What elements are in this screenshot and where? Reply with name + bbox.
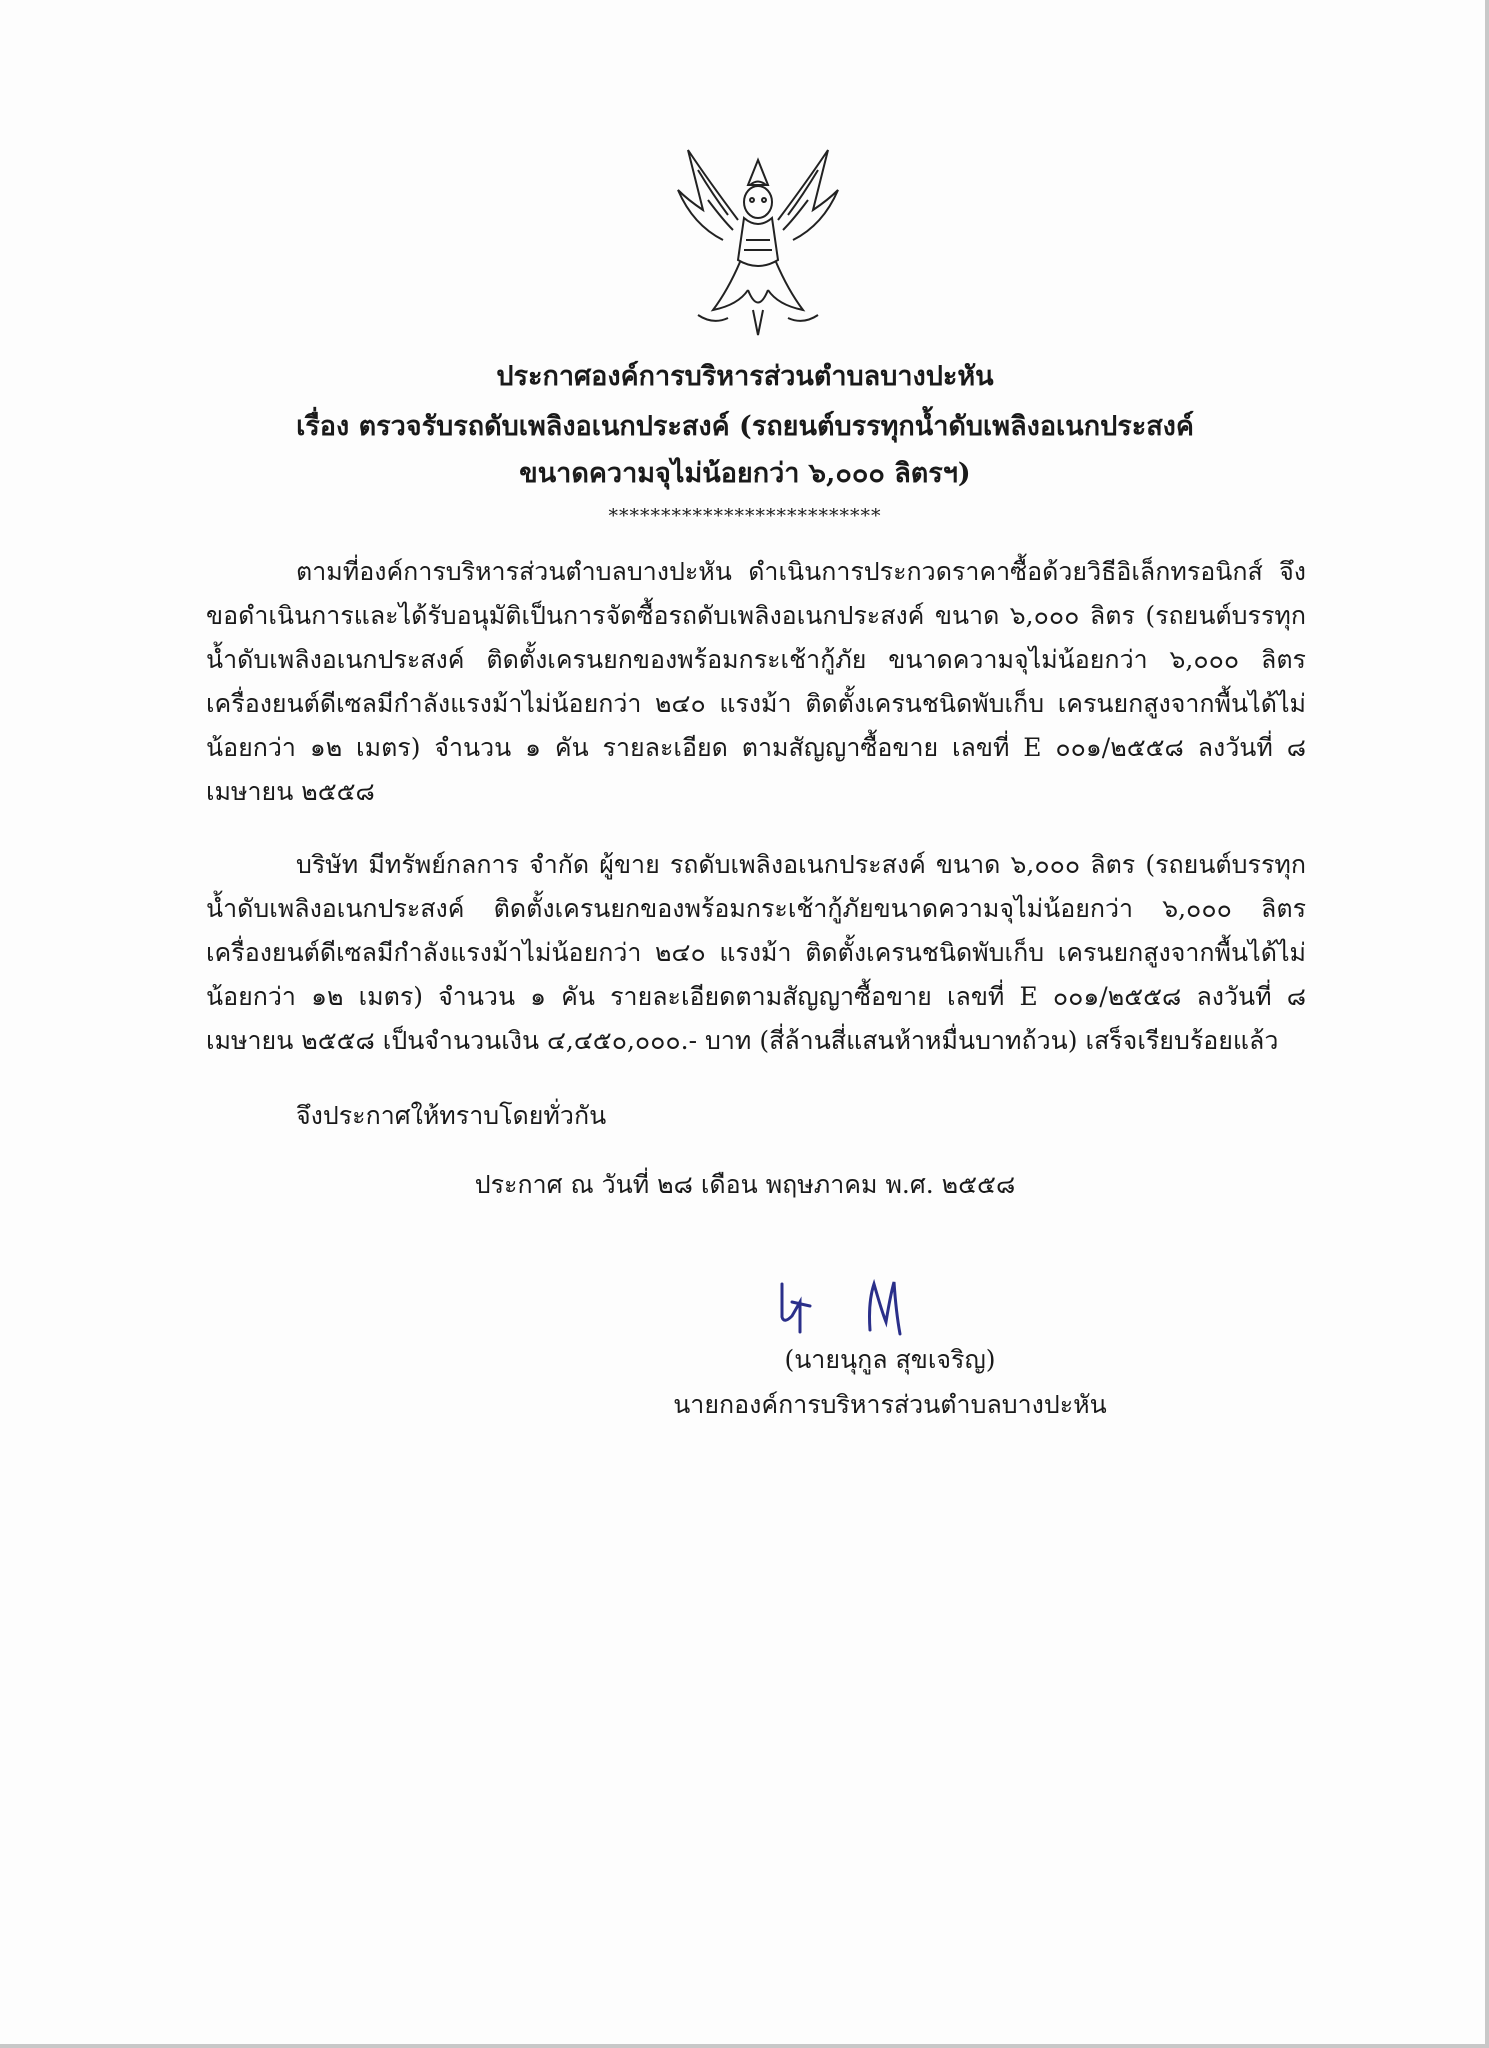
announcement-subject: เรื่อง ตรวจรับรถดับเพลิงอเนกประสงค์ (รถยนต์บรรทุกน้ำดับเพลิงอเนกประสงค์: [296, 411, 1194, 442]
body-paragraph-1: ตามที่องค์การบริหารส่วนตำบลบางปะหัน ดำเนินการประกวดราคาซื้อด้วยวิธีอิเล็กทรอนิกส์ จึงขอดำเนินการและได้รับอนุมัติเป็นการจัดซื้อรถดับเพลิงอเนกประสงค์ ขนาด ๖,๐๐๐ ลิตร (รถยนต์บรรทุกน้ำดับเพลิงอเนกประสงค์ ติดตั้งเครนยกของพร้อมกระเช้ากู้ภัย ขนาดความจุไม่น้อยกว่า ๖,๐๐๐ ลิตร เครื่องยนต์ดีเซลมีกำลังแรงม้าไม่น้อยกว่า ๒๔๐ แรงม้า ติดตั้งเครนชนิดพับเก็บ เครนยกสูงจากพื้นได้ไม่น้อยกว่า ๑๒ เมตร) จำนวน ๑ คัน รายละเอียด ตามสัญญาซื้อขาย เลขที่ E ๐๐๑/๒๕๕๘ ลงวันที่ ๘ เมษายน ๒๕๕๘: [206, 557, 1306, 806]
signer-name: (นายนุกูล สุขเจริญ): [784, 1345, 996, 1374]
scan-edge-right: [1485, 0, 1489, 2048]
signer-position: นายกองค์การบริหารส่วนตำบลบางปะหัน: [673, 1390, 1107, 1419]
garuda-emblem-icon: [668, 140, 848, 340]
divider-stars: **************************: [608, 505, 882, 527]
announcement-subject-continued: ขนาดความจุไม่น้อยกว่า ๖,๐๐๐ ลิตรฯ): [519, 458, 971, 489]
body-paragraph-3: จึงประกาศให้ทราบโดยทั่วกัน: [296, 1101, 607, 1130]
scan-edge-bottom: [0, 2044, 1489, 2048]
body-paragraph-2: บริษัท มีทรัพย์กลการ จำกัด ผู้ขาย รถดับเพลิงอเนกประสงค์ ขนาด ๖,๐๐๐ ลิตร (รถยนต์บรรทุกน้ำดับเพลิงอเนกประสงค์ ติดตั้งเครนยกของพร้อมกระเช้ากู้ภัยขนาดความจุไม่น้อยกว่า ๖,๐๐๐ ลิตร เครื่องยนต์ดีเซลมีกำลังแรงม้าไม่น้อยกว่า ๒๔๐ แรงม้า ติดตั้งเครนชนิดพับเก็บ เครนยกสูงจากพื้นได้ไม่น้อยกว่า ๑๒ เมตร) จำนวน ๑ คัน รายละเอียดตามสัญญาซื้อขาย เลขที่ E ๐๐๑/๒๕๕๘ ลงวันที่ ๘ เมษายน ๒๕๕๘ เป็นจำนวนเงิน ๔,๔๕๐,๐๐๐.- บาท (สี่ล้านสี่แสนห้าหมื่นบาทถ้วน) เสร็จเรียบร้อยแล้ว: [206, 850, 1306, 1055]
announcement-date: ประกาศ ณ วันที่ ๒๘ เดือน พฤษภาคม พ.ศ. ๒๕๕๘: [474, 1170, 1016, 1199]
announcement-title: ประกาศองค์การบริหารส่วนตำบลบางปะหัน: [496, 361, 994, 392]
